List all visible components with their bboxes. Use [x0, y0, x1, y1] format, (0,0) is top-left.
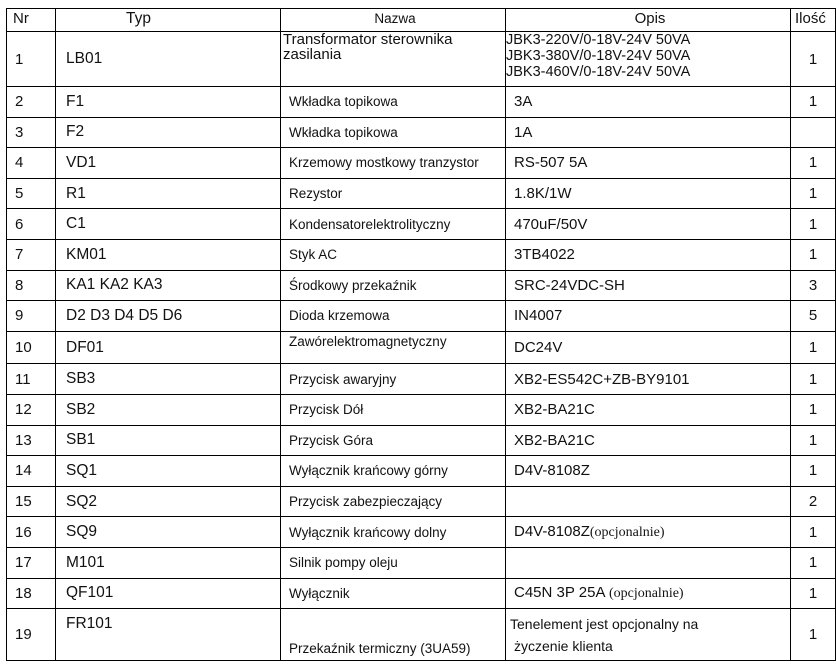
cell-ilosc: 1 — [791, 209, 836, 240]
cell-nr: 7 — [7, 239, 56, 270]
cell-typ: SQ1 — [56, 456, 281, 487]
cell-opis: IN4007 — [506, 301, 791, 332]
cell-nr: 8 — [7, 270, 56, 301]
cell-nazwa: Przycisk zabezpieczający — [281, 486, 506, 517]
cell-nr: 3 — [7, 117, 56, 148]
cell-ilosc: 1 — [791, 456, 836, 487]
cell-nazwa: Silnik pompy oleju — [281, 547, 506, 578]
cell-typ: R1 — [56, 178, 281, 209]
cell-nr: 4 — [7, 148, 56, 179]
header-row — [7, 9, 836, 32]
cell-typ: VD1 — [56, 148, 281, 179]
parts-table — [6, 8, 836, 661]
cell-opis: SRC-24VDC-SH — [506, 270, 791, 301]
cell-typ: F1 — [56, 87, 281, 118]
cell-ilosc: 1 — [791, 331, 836, 364]
cell-nazwa: Wyłącznik krańcowy dolny — [281, 517, 506, 548]
cell-nr: 17 — [7, 547, 56, 578]
cell-ilosc: 5 — [791, 301, 836, 332]
table-row — [7, 578, 836, 609]
cell-nr: 13 — [7, 425, 56, 456]
cell-nazwa: Przycisk awaryjny — [281, 364, 506, 395]
cell-ilosc: 1 — [791, 148, 836, 179]
cell-typ: SB1 — [56, 425, 281, 456]
opis-line: JBK3-380V/0-18V-24V 50VA — [506, 48, 691, 64]
cell-opis: XB2-ES542C+ZB-BY9101 — [506, 364, 791, 395]
cell-nazwa: Wkładka topikowa — [281, 117, 506, 148]
cell-typ: SB3 — [56, 364, 281, 395]
cell-nr: 6 — [7, 209, 56, 240]
opis-note: (opcjonalnie) — [605, 586, 684, 602]
table-row — [7, 270, 836, 301]
cell-ilosc: 1 — [791, 547, 836, 578]
table-row — [7, 517, 836, 548]
cell-opis: 3A — [506, 87, 791, 118]
cell-typ: LB01 — [56, 32, 281, 87]
cell-nr: 12 — [7, 394, 56, 425]
cell-opis: XB2-BA21C — [506, 425, 791, 456]
cell-opis: DC24V — [506, 331, 791, 364]
cell-ilosc: 1 — [791, 87, 836, 118]
table-row — [7, 148, 836, 179]
cell-nazwa: Zawórelektromagnetyczny — [281, 331, 506, 364]
cell-nr: 10 — [7, 331, 56, 364]
header-ilosc: Ilość — [791, 9, 836, 32]
cell-typ: C1 — [56, 209, 281, 240]
cell-typ: KA1 KA2 KA3 — [56, 270, 281, 301]
cell-nr: 18 — [7, 578, 56, 609]
header-nazwa: Nazwa — [281, 9, 506, 32]
cell-nr: 16 — [7, 517, 56, 548]
cell-nazwa: Wkładka topikowa — [281, 87, 506, 118]
cell-nazwa: Rezystor — [281, 178, 506, 209]
cell-typ: SB2 — [56, 394, 281, 425]
opis-line: życzenie klienta — [514, 637, 613, 654]
cell-nazwa: Przycisk Dół — [281, 394, 506, 425]
table-row — [7, 364, 836, 395]
cell-typ: D2 D3 D4 D5 D6 — [56, 301, 281, 332]
cell-nr: 2 — [7, 87, 56, 118]
cell-nr: 19 — [7, 609, 56, 661]
cell-ilosc: 1 — [791, 578, 836, 609]
cell-typ: M101 — [56, 547, 281, 578]
cell-opis — [506, 578, 791, 609]
header-nr: Nr — [7, 9, 56, 32]
cell-ilosc: 1 — [791, 32, 836, 87]
table-row — [7, 301, 836, 332]
cell-nazwa: Krzemowy mostkowy tranzystor — [281, 148, 506, 179]
table-row — [7, 609, 836, 661]
cell-nazwa: Dioda krzemowa — [281, 301, 506, 332]
cell-ilosc: 1 — [791, 609, 836, 661]
cell-nazwa: Styk AC — [281, 239, 506, 270]
cell-opis: D4V-8108Z — [506, 456, 791, 487]
opis-line: Tenelement jest opcjonalny na — [510, 615, 699, 632]
cell-opis: 1.8K/1W — [506, 178, 791, 209]
cell-nazwa: Środkowy przekaźnik — [281, 270, 506, 301]
opis-value: D4V-8108Z — [514, 523, 590, 541]
cell-typ: FR101 — [56, 609, 281, 661]
cell-nr: 11 — [7, 364, 56, 395]
table-row — [7, 178, 836, 209]
cell-nr: 15 — [7, 486, 56, 517]
cell-opis — [506, 32, 791, 87]
cell-ilosc: 3 — [791, 270, 836, 301]
cell-typ: QF101 — [56, 578, 281, 609]
cell-nr: 1 — [7, 32, 56, 87]
table-row — [7, 331, 836, 364]
cell-nazwa: Wyłącznik — [281, 578, 506, 609]
cell-typ: DF01 — [56, 331, 281, 364]
cell-opis — [506, 517, 791, 548]
cell-opis — [506, 609, 791, 661]
table-row — [7, 486, 836, 517]
cell-opis: RS-507 5A — [506, 148, 791, 179]
cell-ilosc: 2 — [791, 486, 836, 517]
cell-opis: 470uF/50V — [506, 209, 791, 240]
table-row — [7, 87, 836, 118]
table-row — [7, 117, 836, 148]
opis-value: C45N 3P 25A — [514, 584, 606, 602]
cell-opis: XB2-BA21C — [506, 394, 791, 425]
cell-opis — [506, 547, 791, 578]
cell-nr: 9 — [7, 301, 56, 332]
cell-ilosc: 1 — [791, 517, 836, 548]
cell-ilosc: 1 — [791, 239, 836, 270]
cell-nazwa: Przekaźnik termiczny (3UA59) — [281, 609, 506, 661]
table-row — [7, 239, 836, 270]
cell-nazwa: Transformator sterownika zasilania — [281, 32, 506, 87]
table-row — [7, 456, 836, 487]
cell-opis: 3TB4022 — [506, 239, 791, 270]
table-row — [7, 394, 836, 425]
header-opis: Opis — [506, 9, 791, 32]
cell-typ: SQ9 — [56, 517, 281, 548]
cell-opis — [506, 486, 791, 517]
cell-ilosc — [791, 117, 836, 148]
cell-ilosc: 1 — [791, 394, 836, 425]
cell-typ: KM01 — [56, 239, 281, 270]
table-row — [7, 547, 836, 578]
cell-ilosc: 1 — [791, 364, 836, 395]
cell-nazwa: Kondensatorelektrolityczny — [281, 209, 506, 240]
cell-typ: SQ2 — [56, 486, 281, 517]
opis-line: JBK3-220V/0-18V-24V 50VA — [506, 32, 691, 48]
table-row — [7, 425, 836, 456]
table-row — [7, 32, 836, 87]
opis-note: (opcjonalnie) — [589, 525, 665, 541]
cell-ilosc: 1 — [791, 178, 836, 209]
cell-nazwa: Wyłącznik krańcowy górny — [281, 456, 506, 487]
cell-opis: 1A — [506, 117, 791, 148]
cell-nr: 5 — [7, 178, 56, 209]
cell-nazwa: Przycisk Góra — [281, 425, 506, 456]
opis-line: JBK3-460V/0-18V-24V 50VA — [506, 64, 691, 80]
table-row — [7, 209, 836, 240]
cell-typ: F2 — [56, 117, 281, 148]
cell-ilosc: 1 — [791, 425, 836, 456]
cell-nr: 14 — [7, 456, 56, 487]
header-typ: Typ — [56, 9, 281, 32]
